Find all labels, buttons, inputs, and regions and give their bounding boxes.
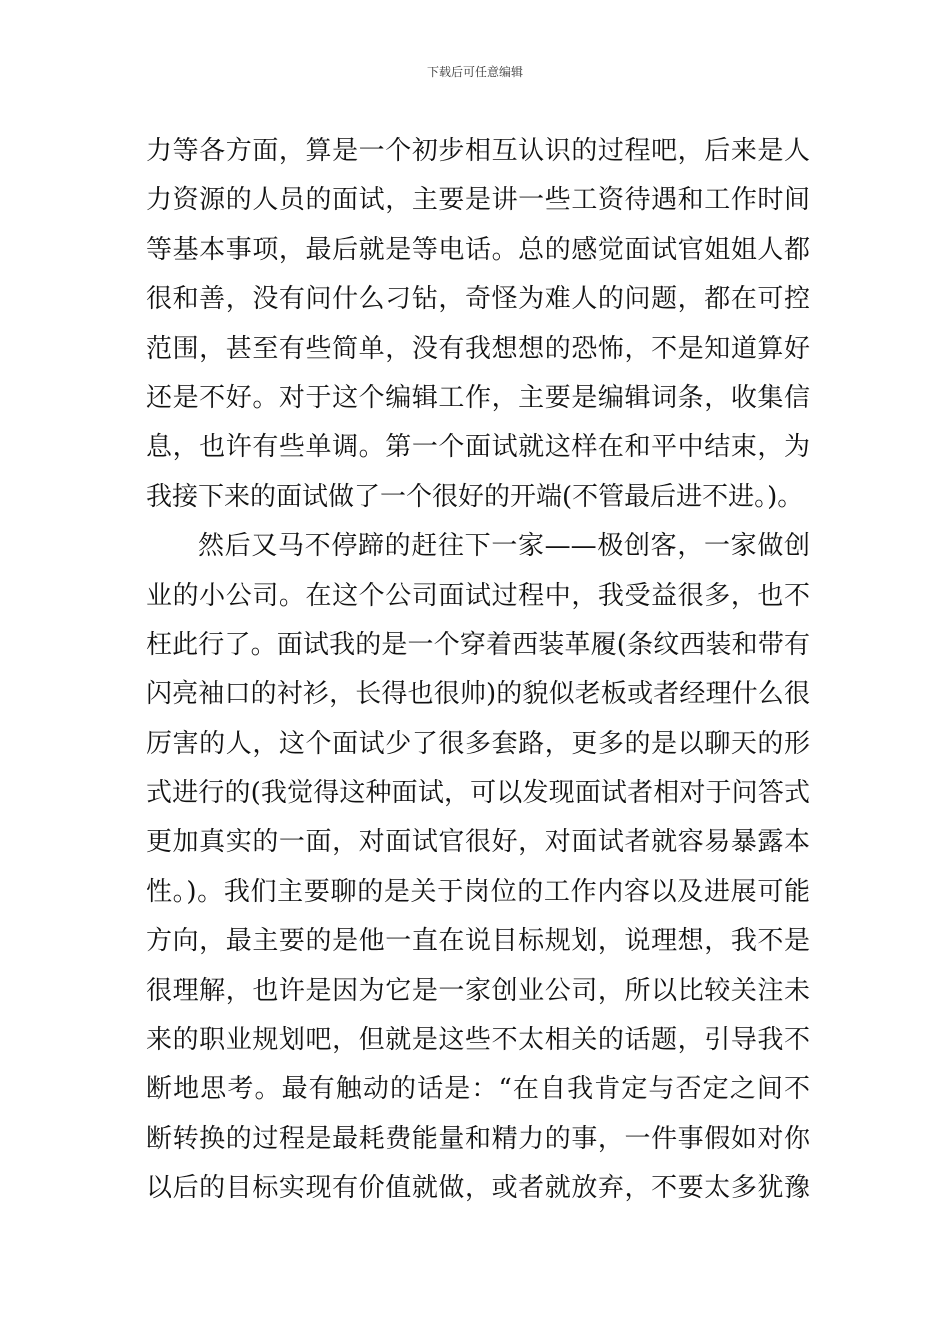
paragraph-1	[146, 127, 810, 522]
text-line: 以后的目标实现有价值就做，或者就放弃，不要太多犹豫	[146, 1173, 810, 1204]
text-line: 范围，甚至有些简单，没有我想想的恐怖，不是知道算好	[146, 333, 810, 364]
body-text	[146, 127, 810, 1214]
text-line: 方向，最主要的是他一直在说目标规划，说理想，我不是	[146, 926, 810, 957]
text-line: 很和善，没有问什么刁钻，奇怪为难人的问题，都在可控	[146, 284, 810, 315]
text-line: 枉此行了。面试我的是一个穿着西装革履(条纹西装和带有	[146, 629, 810, 660]
text-line: 厉害的人，这个面试少了很多套路，更多的是以聊天的形	[146, 728, 810, 759]
text-line: 来的职业规划吧，但就是这些不太相关的话题，引导我不	[146, 1025, 810, 1056]
text-line: 息，也许有些单调。第一个面试就这样在和平中结束，为	[146, 432, 810, 463]
page-header: 下载后可任意编辑	[426, 65, 523, 79]
text-line: 然后又马不停蹄的赶往下一家——极创客，一家做创	[198, 531, 810, 562]
text-line: 力等各方面，算是一个初步相互认识的过程吧，后来是人	[146, 136, 810, 166]
text-line: 很理解，也许是因为它是一家创业公司，所以比较关注未	[146, 975, 810, 1006]
text-line: 闪亮袖口的衬衫，长得也很帅)的貌似老板或者经理什么很	[146, 679, 810, 710]
text-line: 式进行的(我觉得这种面试，可以发现面试者相对于问答式	[146, 778, 810, 809]
text-line: 更加真实的一面，对面试官很好，对面试者就容易暴露本	[146, 827, 810, 858]
text-line: 还是不好。对于这个编辑工作，主要是编辑词条，收集信	[146, 382, 810, 413]
text-line: 性。)。我们主要聊的是关于岗位的工作内容以及进展可能	[146, 876, 810, 907]
text-line: 断地思考。最有触动的话是：“在自我肯定与否定之间不	[146, 1074, 810, 1105]
text-line: 业的小公司。在这个公司面试过程中，我受益很多，也不	[146, 580, 810, 611]
text-line: 等基本事项，最后就是等电话。总的感觉面试官姐姐人都	[146, 234, 810, 265]
text-line: 力资源的人员的面试，主要是讲一些工资待遇和工作时间	[146, 185, 810, 216]
text-line: 我接下来的面试做了一个很好的开端(不管最后进不进。)。	[146, 481, 804, 512]
paragraph-2	[146, 522, 810, 1213]
text-line: 断转换的过程是最耗费能量和精力的事，一件事假如对你	[146, 1123, 810, 1154]
